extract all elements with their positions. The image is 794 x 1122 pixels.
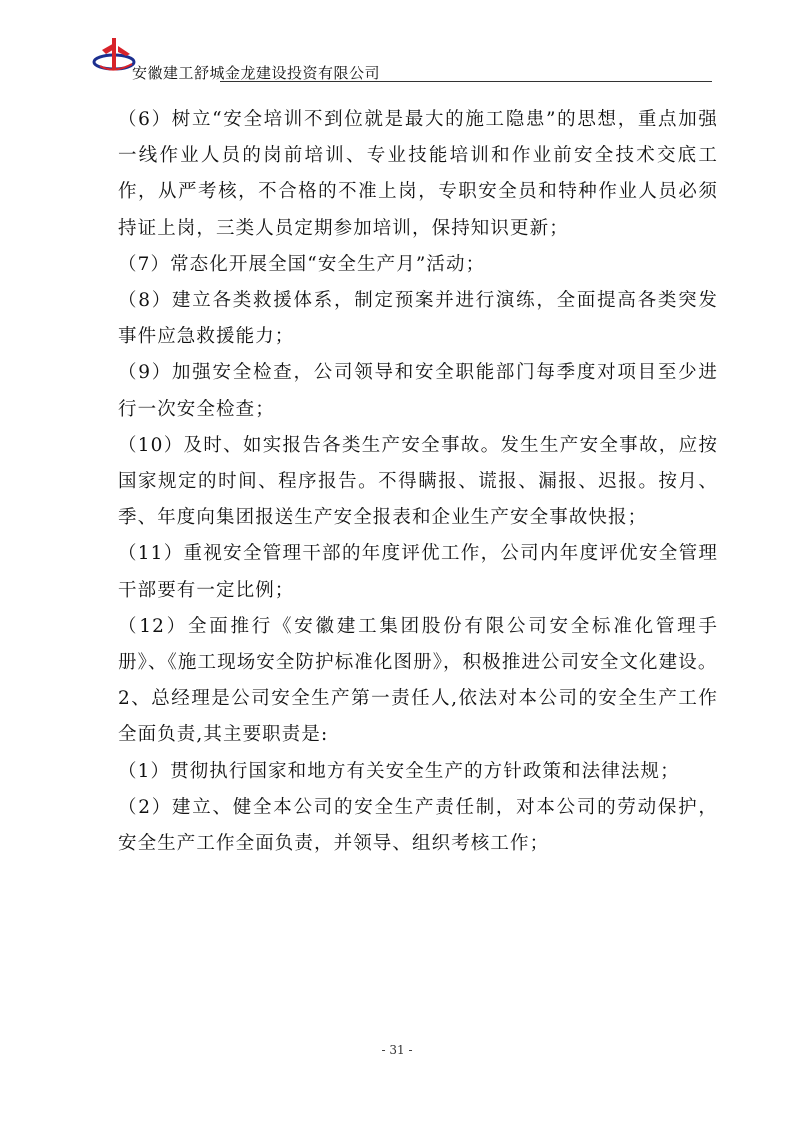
- page-header: [92, 34, 712, 84]
- header-divider: [220, 81, 712, 82]
- section-2-heading: 2、总经理是公司安全生产第一责任人,依法对本公司的安全生产工作全面负责,其主要职责是:: [118, 688, 718, 746]
- paragraph-item-8: （8）建立各类救援体系，制定预案并进行演练，全面提高各类突发事件应急救援能力；: [118, 290, 718, 348]
- paragraph-item-7: （7）常态化开展全国“安全生产月”活动；: [118, 253, 486, 275]
- paragraph-duty-2: （2）建立、健全本公司的安全生产责任制，对本公司的劳动保护，安全生产工作全面负责，并领导、组织考核工作；: [118, 796, 718, 855]
- paragraph-item-11: （11）重视安全管理干部的年度评优工作，公司内年度评优安全管理干部要有一定比例；: [118, 543, 718, 601]
- paragraph-item-6: （6）树立“安全培训不到位就是最大的施工隐患”的思想，重点加强一线作业人员的岗前培训、专业技能培训和作业前安全技术交底工作，从严考核，不合格的不准上岗，专职安全员和特种作业人员必须持证上岗，三类人员定期参加培训，保持知识更新；: [118, 109, 718, 239]
- company-name: 安徽建工舒城金龙建设投资有限公司: [132, 64, 381, 82]
- document-body: [118, 102, 718, 862]
- paragraph-duty-1: （1）贯彻执行国家和地方有关安全生产的方针政策和法律法规；: [118, 760, 680, 782]
- paragraph-item-10: （10）及时、如实报告各类生产安全事故。发生生产安全事故，应按国家规定的时间、程序报告。不得瞒报、谎报、漏报、迟报。按月、季、年度向集团报送生产安全报表和企业生产安全事故快报；: [118, 434, 718, 529]
- paragraph-item-9: （9）加强安全检查，公司领导和安全职能部门每季度对项目至少进行一次安全检查；: [118, 362, 718, 420]
- paragraph-item-12: （12）全面推行《安徽建工集团股份有限公司安全标准化管理手册》、《施工现场安全防护标准化图册》，积极推进公司安全文化建设。: [118, 615, 718, 674]
- page-number: - 31 -: [381, 1043, 413, 1057]
